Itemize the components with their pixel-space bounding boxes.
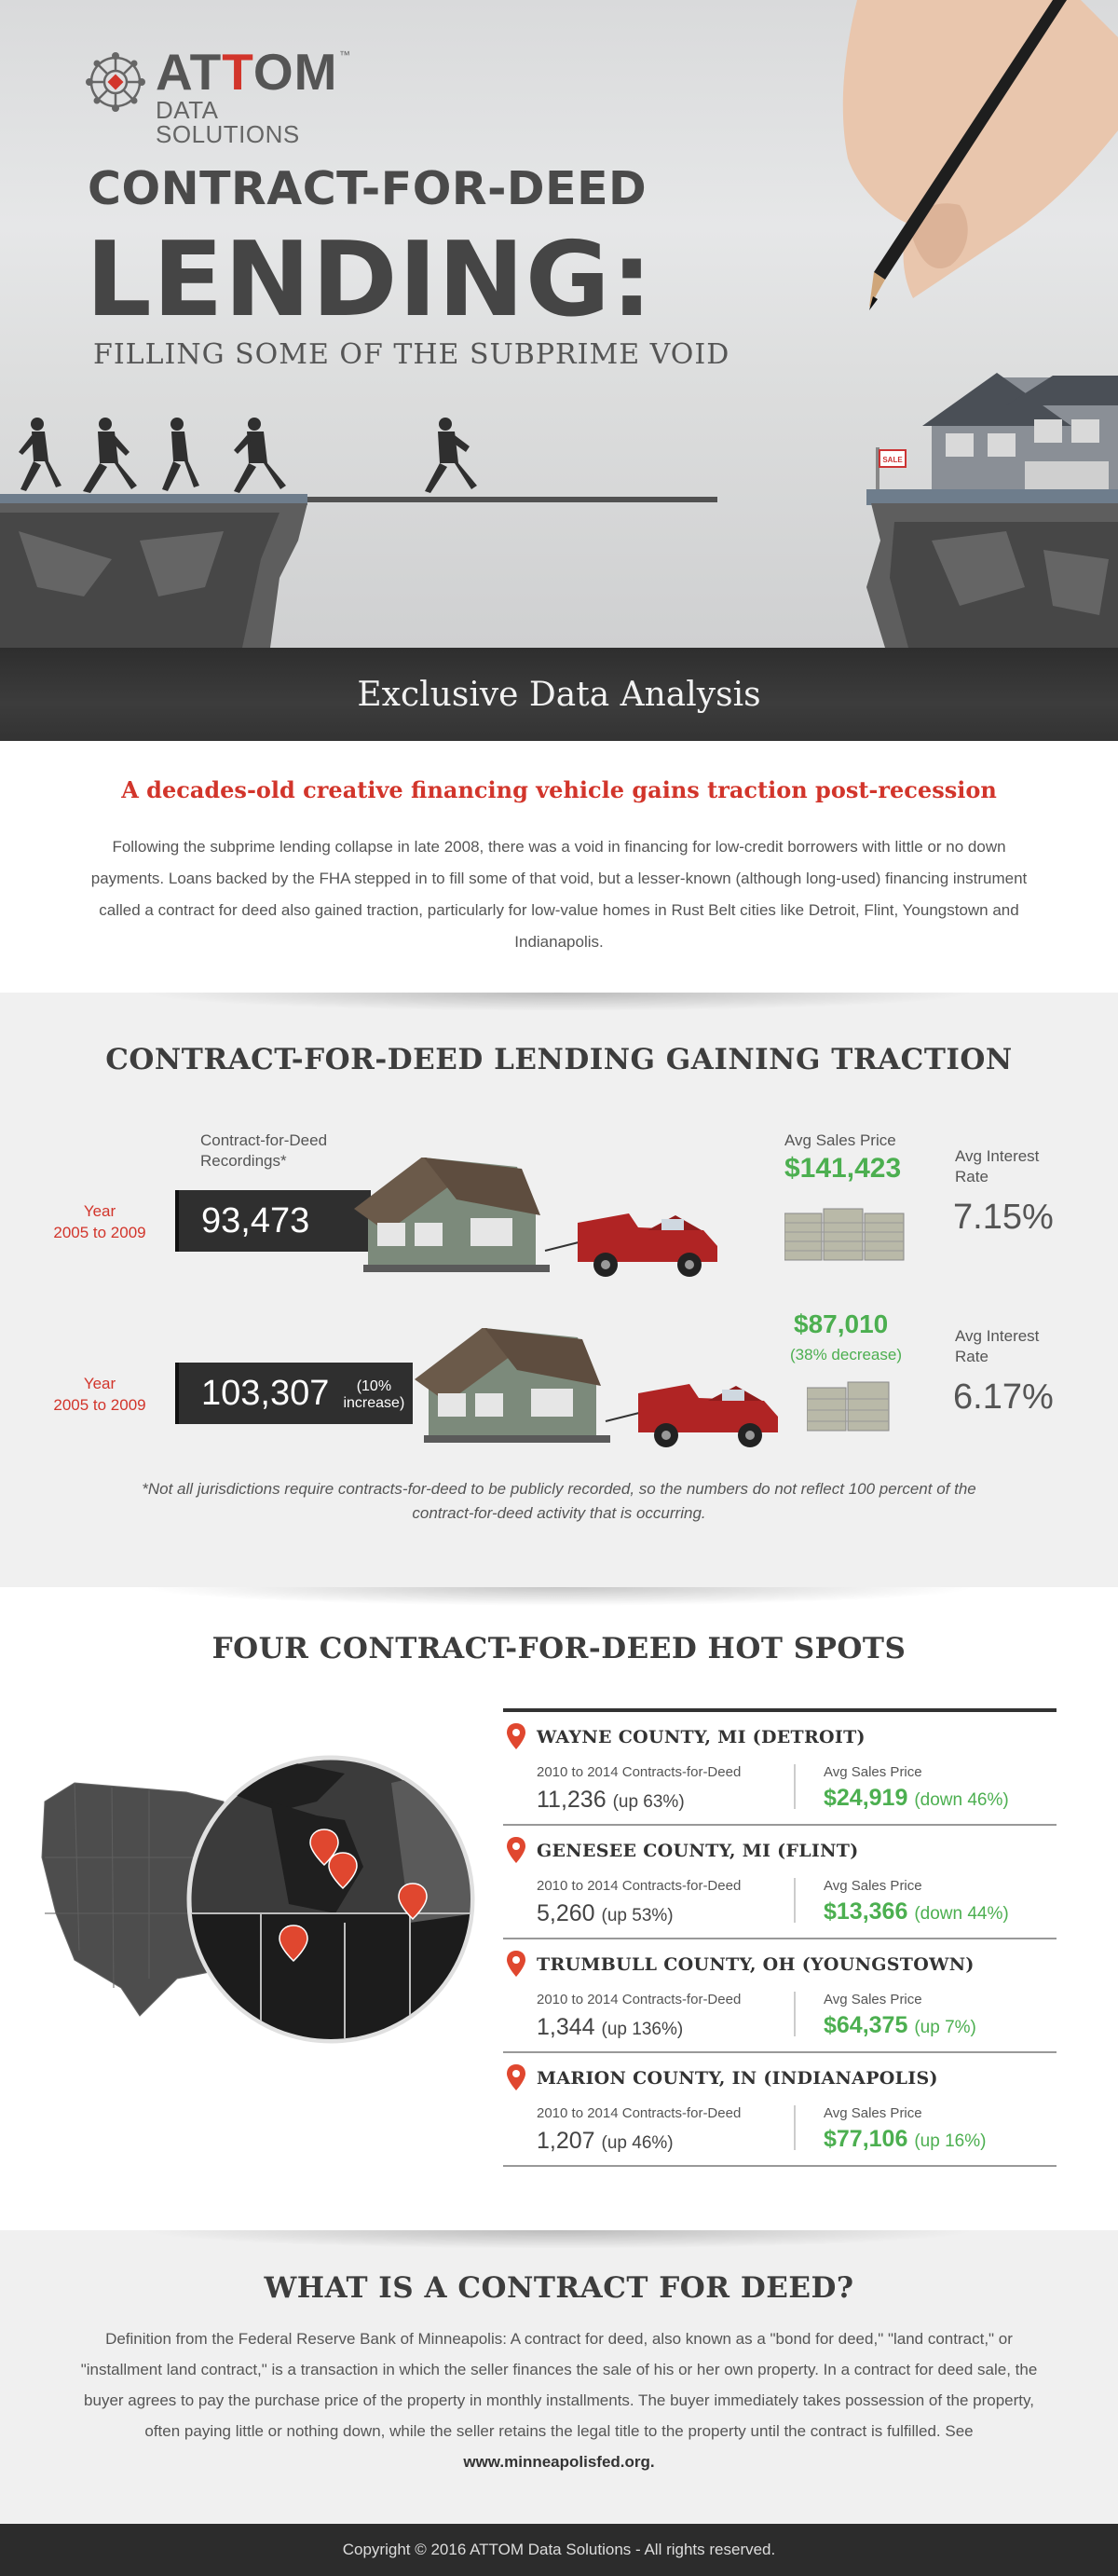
year-label-2: Year [83,1375,116,1392]
hotspot-item [503,1712,1057,1826]
avg-price-1: $141,423 [784,1153,902,1184]
rate-label-2: Avg Interest Rate [955,1327,1040,1365]
hero-title-line2: LENDING: [86,220,654,340]
map-pin-icon [507,2064,525,2090]
footer [0,2524,1118,2576]
business-people-running-illustration [0,410,522,503]
traction-title: CONTRACT-FOR-DEED LENDING GAINING TRACTION [105,1043,1013,1076]
minneapolisfed-link[interactable]: www.minneapolisfed.org. [463,2453,655,2471]
hotspot-price-label: Avg Sales Price [824,1992,922,2007]
recordings-count-2: 103,307 (10% increase) [175,1363,413,1424]
hotspot-name: WAYNE COUNTY, MI (DETROIT) [537,1727,866,1747]
hotspot-name: GENESEE COUNTY, MI (FLINT) [537,1841,859,1861]
intro-heading: A decades-old creative financing vehicle gains traction post-recession [121,776,997,803]
hotspot-item [503,1939,1057,2053]
rock-cliffs-illustration [0,503,1118,648]
section-shadow-2 [140,1587,978,1606]
definition-body: Definition from the Federal Reserve Bank of Minneapolis: A contract for deed, also known as a "bond for deed," "land contract," or "installment land contract," is a transaction in which the seller finances the sale of his or her own property. In a contract for deed sale, the buyer agrees to pay the purchase price of the property in monthly installments. The buyer immediately takes possession of the property, often paying little or nothing down, while the seller retains the legal title to the property until the contract is fulfilled. See www.minneapolisfed.org. [80,2330,1038,2471]
brand-subtitle: DATA SOLUTIONS [156,96,300,148]
hotspot-price: $77,106 (up 16%) [824,2126,987,2152]
traction-section [0,993,1118,1587]
divider [794,1878,796,1923]
map-pin-icon [507,1951,525,1977]
map-pin-icon [507,1837,525,1863]
hero [0,0,1118,648]
hero-subtitle: FILLING SOME OF THE SUBPRIME VOID [93,338,730,371]
hotspots-section [0,1587,1118,2230]
hotspot-price-label: Avg Sales Price [824,1878,922,1894]
hotspot-count: 5,260 (up 53%) [537,1900,674,1926]
hotspots-title: FOUR CONTRACT-FOR-DEED HOT SPOTS [211,1632,907,1665]
recordings-count-1: 93,473 [175,1190,371,1252]
hero-title-line1: CONTRACT-FOR-DEED [88,162,648,215]
hotspot-name: MARION COUNTY, IN (INDIANAPOLIS) [537,2068,938,2089]
hand-with-pencil-illustration [745,0,1118,373]
footnote: *Not all jurisdictions require contracts-for-deed to be publicly recorded, so the numbers do not reflect 100 percent of the contract-for-deed activity that is occurring. [142,1480,976,1522]
year-range-1: 2005 to 2009 [53,1224,146,1241]
hotspot-item [503,2053,1057,2167]
map-pin-icon [507,1723,525,1749]
house-towed-illustration [349,1158,741,1283]
hotspot-count: 11,236 (up 63%) [537,1787,685,1813]
hotspot-price-label: Avg Sales Price [824,2105,922,2121]
section-shadow-3 [140,2230,978,2249]
trademark: ™ [339,48,350,62]
sale-sign-text: SALE [882,456,903,464]
year-label-1: Year [83,1202,116,1220]
hotspot-count-label: 2010 to 2014 Contracts-for-Deed [537,2105,742,2121]
hotspot-count-label: 2010 to 2014 Contracts-for-Deed [537,1764,742,1780]
copyright-text: Copyright © 2016 ATTOM Data Solutions - All rights reserved. [342,2541,776,2558]
divider [794,1992,796,2036]
hotspot-count: 1,207 (up 46%) [537,2128,674,2154]
section-shadow [140,993,978,1011]
intro-section [0,741,1118,993]
intro-body: Following the subprime lending collapse in late 2008, there was a void in financing for low-credit borrowers with little or no down payments. Loans backed by the FHA stepped in to fill some of that void, but a lesser-known (although long-used) financing instrument called a contract for deed also gained traction, particularly for low-value homes in Rust Belt cities like Detroit, Flint, Youngstown and Indianapolis. [90,838,1028,951]
divider [794,1764,796,1809]
network-globe-icon [86,52,145,112]
cash-stacks-illustration [784,1204,906,1262]
definition-title: WHAT IS A CONTRACT FOR DEED? [264,2271,854,2305]
house-for-sale-illustration [866,368,1118,508]
price-label: Avg Sales Price [784,1131,896,1149]
house-towed-illustration-2 [410,1328,801,1454]
exclusive-banner [0,648,1118,741]
hotspot-price: $24,919 (down 46%) [824,1785,1009,1811]
hotspot-name: TRUMBULL COUNTY, OH (YOUNGSTOWN) [537,1954,975,1975]
recordings-label: Contract-for-Deed Recordings* [200,1131,328,1170]
hotspot-price: $64,375 (up 7%) [824,2012,976,2038]
hotspot-price-label: Avg Sales Price [824,1764,922,1780]
year-range-2: 2005 to 2009 [53,1396,146,1414]
divider [794,2105,796,2150]
hotspot-count-label: 2010 to 2014 Contracts-for-Deed [537,1878,742,1894]
brand-name: ATTOM [156,43,338,101]
rate-label-1: Avg Interest Rate [955,1147,1040,1185]
interest-rate-2: 6.17% [953,1377,1054,1417]
avg-price-2: $87,010 [794,1309,889,1338]
banner-text: Exclusive Data Analysis [357,675,761,714]
hotspot-price: $13,366 (down 44%) [824,1898,1009,1925]
price-change-2: (38% decrease) [790,1346,903,1363]
cash-stacks-small-illustration [807,1375,891,1432]
hotspot-item [503,1826,1057,1939]
interest-rate-1: 7.15% [953,1198,1054,1237]
hotspot-list [503,1708,1057,2167]
hotspot-count-label: 2010 to 2014 Contracts-for-Deed [537,1992,742,2007]
midwest-map-illustration [37,1746,475,2044]
attom-logo[interactable] [86,43,365,148]
count-change-2: (10% increase) [343,1377,405,1411]
hotspot-count: 1,344 (up 136%) [537,2014,684,2040]
definition-section [0,2230,1118,2524]
